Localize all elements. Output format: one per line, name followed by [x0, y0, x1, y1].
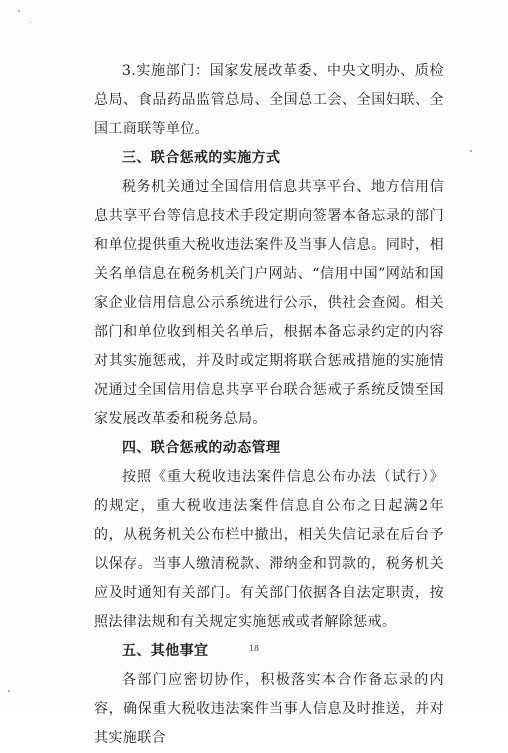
scan-speck: [470, 150, 472, 152]
scan-speck: [30, 22, 31, 23]
paragraph-implementing-departments: 3.实施部门：国家发展改革委、中央文明办、质检总局、食品药品监管总局、全国总工会、全国妇联、全国工商联等单位。: [94, 63, 444, 137]
scan-speck: [8, 690, 10, 692]
section-heading-implementation-method: 三、联合惩戒的实施方式: [122, 150, 281, 166]
paragraph-implementation-method: 税务机关通过全国信用信息共享平台、地方信用信息共享平台等信息技术手段定期向签署本备忘录的部门和单位提供重大税收违法案件及当事人信息。同时，相关名单信息在税务机关门户网站、“信用中国”网站和国家企业信用信息公示系统进行公示，供社会查阅。相关部门和单位收到相关名单后，根据本备忘录约定的内容对其实施惩戒，并及时或定期将联合惩戒措施的实施情况通过全国信用信息共享平台联合惩戒子系统反馈至国家发展改革委和税务总局。: [94, 179, 444, 427]
paragraph-dynamic-management: 按照《重大税收违法案件信息公布办法（试行）》的规定，重大税收违法案件信息自公布之日起满2年的，从税务机关公布栏中撤出，相关失信记录在后台予以保存。当事人缴清税款、滞纳金和罚款的，税务机关应及时通知有关部门。有关部门依据各自法定职责，按照法律法规和有关规定实施惩戒或者解除惩戒。: [94, 469, 444, 630]
section-heading-dynamic-management: 四、联合惩戒的动态管理: [122, 440, 281, 456]
paragraph-other-matters: 各部门应密切协作，积极落实本合作备忘录的内容，确保重大税收违法案件当事人信息及时推送，并对其实施联合: [94, 672, 444, 746]
section-heading-other-matters: 五、其他事宜: [122, 643, 209, 659]
page-number: 18: [248, 644, 260, 653]
scan-speck: [18, 10, 20, 12]
